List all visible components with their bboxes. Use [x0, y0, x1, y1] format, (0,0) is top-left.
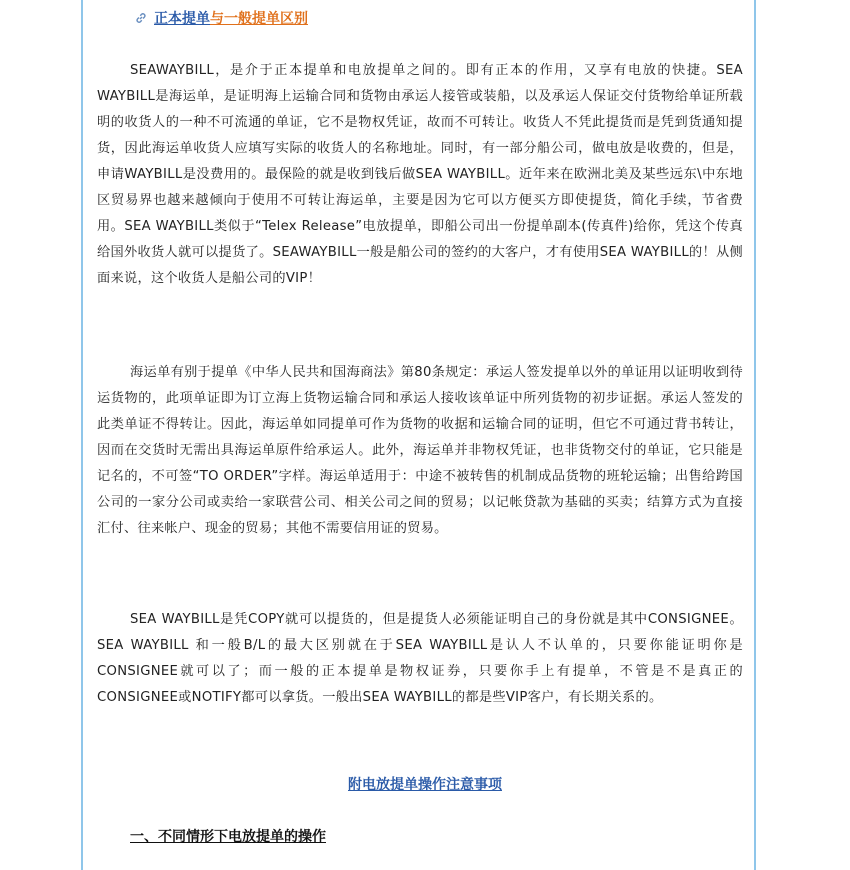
title-link-part2[interactable]: 与一般提单区别: [210, 11, 308, 27]
paragraph-copy-pickup: SEA WAYBILL是凭COPY就可以提货的，但是提货人必须能证明自己的身份就是其中CONSIGNEE。SEA WAYBILL 和一般B/L的最大区别就在于SEA WAYBILL是认人不认单的，只要你能证明你是CONSIGNEE就可以了；而一般的正本提单是物权证券，只要你手上有提单，不管是不是真正的CONSIGNEE或NOTIFY都可以拿货。一般出SEA WAYBILL的都是些VIP客户，有长期关系的。: [97, 612, 743, 705]
article-title[interactable]: [134, 8, 308, 28]
section-heading: 一、不同情形下电放提单的操作: [130, 829, 326, 845]
title-link-part1[interactable]: 正本提单: [154, 11, 210, 27]
telex-release-notes-link[interactable]: 附电放提单操作注意事项: [348, 777, 502, 793]
paragraph-seawaybill-intro: SEAWAYBILL，是介于正本提单和电放提单之间的。即有正本的作用，又享有电放的快捷。SEA WAYBILL是海运单，是证明海上运输合同和货物由承运人接管或装船，以及承运人保证交付货物给单证所载明的收货人的一种不可流通的单证，它不是物权凭证，故而不可转让。收货人不凭此提货而是凭到货通知提货，因此海运单收货人应填写实际的收货人的名称地址。同时，有一部分船公司，做电放是收费的，但是，申请WAYBILL是没费用的。最保险的就是收到钱后做SEA WAYBILL。近年来在欧洲北美及某些远东\中东地区贸易界也越来越倾向于使用不可转让海运单，主要是因为它可以方便买方即使提货，简化手续，节省费用。SEA WAYBILL类似于“Telex Release”电放提单，即船公司出一份提单副本(传真件)给你，凭这个传真给国外收货人就可以提货了。SEAWAYBILL一般是船公司的签约的大客户，才有使用SEA WAYBILL的！从侧面来说，这个收货人是船公司的VIP！: [97, 63, 743, 286]
paragraph-maritime-law: 海运单有别于提单《中华人民共和国海商法》第80条规定：承运人签发提单以外的单证用以证明收到待运货物的，此项单证即为订立海上货物运输合同和承运人接收该单证中所列货物的初步证据。承运人签发的此类单证不得转让。因此，海运单如同提单可作为货物的收据和运输合同的证明，但它不可通过背书转让，因而在交货时无需出具海运单原件给承运人。此外，海运单并非物权凭证，也非货物交付的单证，它只能是记名的，不可签“TO ORDER”字样。海运单适用于：中途不被转售的机制成品货物的班轮运输；出售给跨国公司的一家分公司或卖给一家联营公司、相关公司之间的贸易；以记帐贷款为基础的买卖；结算方式为直接汇付、往来帐户、现金的贸易；其他不需要信用证的贸易。: [97, 365, 743, 536]
link-icon: [134, 11, 148, 25]
